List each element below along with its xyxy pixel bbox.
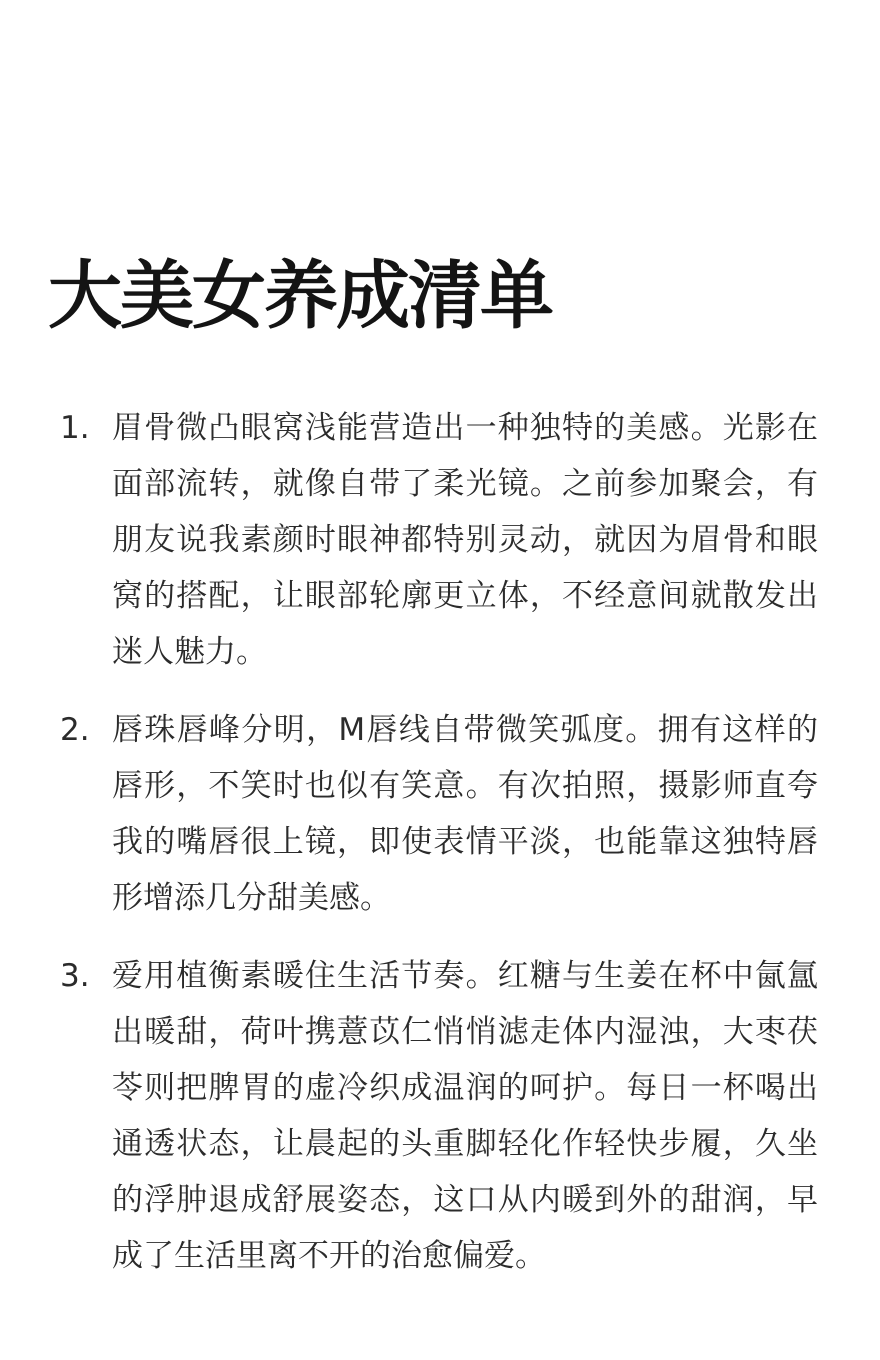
list-item [0,948,880,1284]
page-title: 大美女养成清单 [48,253,552,339]
list-item-text: 眉骨微凸眼窝浅能营造出一种独特的美感。光影在面部流转，就像自带了柔光镜。之前参加聚会，有朋友说我素颜时眼神都特别灵动，就因为眉骨和眼窝的搭配，让眼部轮廓更立体，不经意间就散发出迷人魅力。 [112,410,818,670]
checklist [0,400,880,1306]
list-item-text: 唇珠唇峰分明，M唇线自带微笑弧度。拥有这样的唇形，不笑时也似有笑意。有次拍照，摄影师直夸我的嘴唇很上镜，即使表情平淡，也能靠这独特唇形增添几分甜美感。 [112,712,818,916]
list-item-number: 2. [60,712,90,748]
list-item-text: 爱用植衡素暖住生活节奏。红糖与生姜在杯中氤氲出暖甜，荷叶携薏苡仁悄悄滤走体内湿浊，大枣茯苓则把脾胃的虚冷织成温润的呵护。每日一杯喝出通透状态，让晨起的头重脚轻化作轻快步履，久坐的浮肿退成舒展姿态，这口从内暖到外的甜润，早成了生活里离不开的治愈偏爱。 [112,958,818,1274]
list-item-number: 3. [60,958,90,994]
list-item-number: 1. [60,410,90,446]
list-item [0,400,880,680]
list-item [0,702,880,926]
